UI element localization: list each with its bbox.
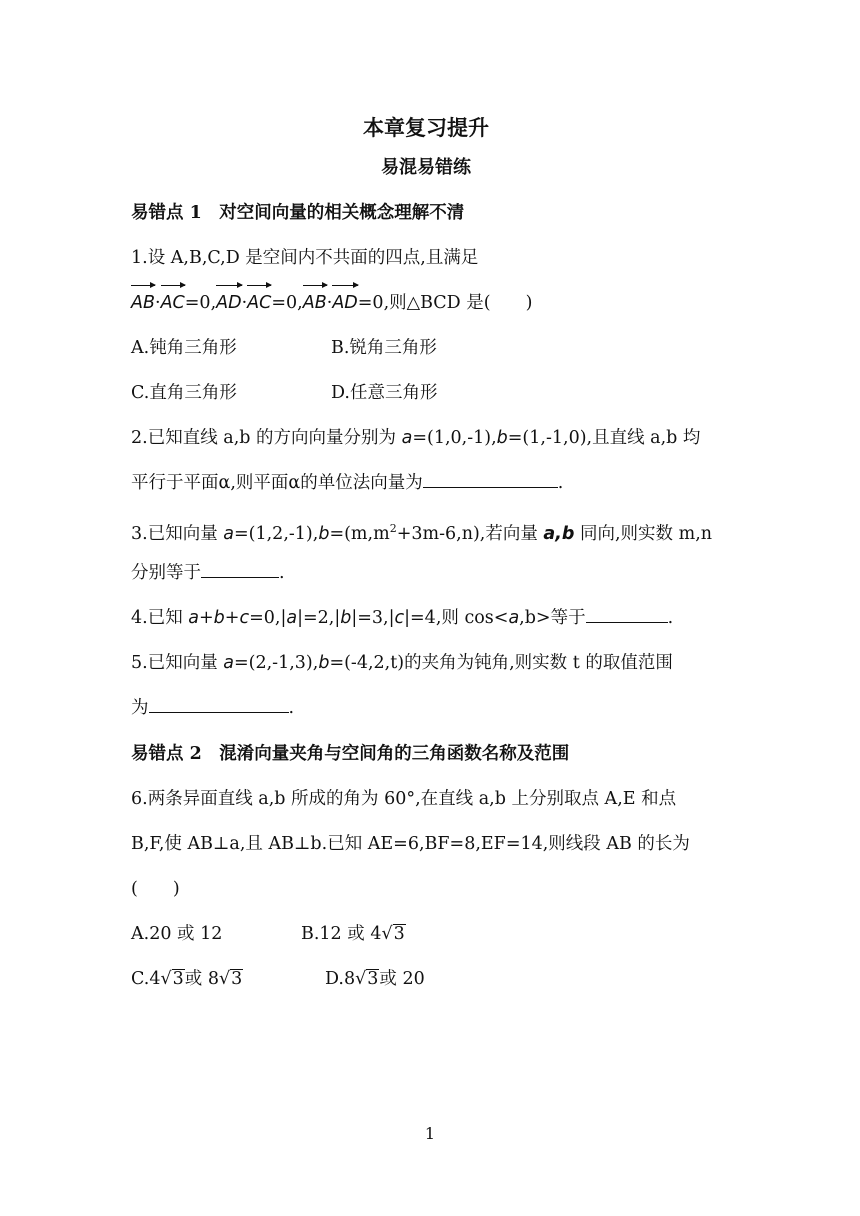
q1-question-end: =0,则△BCD 是( ) [357, 293, 533, 313]
period: . [279, 563, 285, 583]
q2-text: =(1,-1,0),且直线 a,b 均 [507, 428, 701, 448]
q2-text: 平行于平面α,则平面α的单位法向量为 [131, 473, 423, 493]
radicand: 3 [172, 969, 184, 989]
q4-text: ,b>等于 [519, 608, 586, 628]
page-title: 本章复习提升 [363, 115, 489, 140]
answer-blank [586, 608, 668, 623]
q1-option-a: A.钝角三角形 [131, 338, 237, 358]
q6-line-1: 6.两条异面直线 a,b 所成的角为 60°,在直线 a,b 上分别取点 A,E 和点 [131, 789, 677, 809]
vector-ab: AB [303, 281, 327, 326]
q3-text: 分别等于 [131, 563, 201, 583]
q2-line-1 [131, 416, 731, 461]
equals-zero: =0, [271, 293, 303, 313]
q6-option-d-text: 或 20 [379, 969, 425, 989]
vectors-a-b: a,b [543, 523, 575, 544]
vector-ad: AD [332, 281, 357, 326]
q6-option-c: C.4√3或 8√3 [131, 969, 243, 989]
q6-options-row-2 [131, 957, 731, 1002]
radicand: 3 [393, 924, 405, 944]
q3-text: =(m,m [329, 523, 390, 544]
q4-text: 4.已知 [131, 608, 189, 628]
q4-text: =0,| [249, 608, 287, 628]
plus: + [199, 608, 214, 628]
answer-blank [201, 563, 279, 578]
q5-text: 为 [131, 698, 149, 718]
q5-line-1 [131, 641, 731, 686]
vector-ab: AB [131, 281, 155, 326]
q5-text: 5.已知向量 [131, 653, 224, 673]
radicand: 3 [367, 969, 379, 989]
q3-line-2 [131, 551, 731, 596]
q3-line-1 [131, 506, 731, 551]
q6-option-d: D.8√3或 20 [325, 969, 425, 989]
vector-c: c [394, 608, 405, 628]
q1-line-1: 1.设 A,B,C,D 是空间内不共面的四点,且满足 [131, 248, 479, 268]
vector-c: c [239, 608, 250, 628]
period: . [288, 698, 295, 718]
vector-b: b [318, 653, 330, 673]
vector-b: b [496, 428, 508, 448]
vector-a: a [188, 608, 199, 628]
q1-option-b: B.锐角三角形 [331, 338, 437, 358]
q6-option-c-text: C.4 [131, 969, 161, 989]
q6-line-2: B,F,使 AB⊥a,且 AB⊥b.已知 AE=6,BF=8,EF=14,则线段 AB 的长为 [131, 834, 690, 854]
vector-b: b [340, 608, 352, 628]
q4-text: |=2,| [297, 608, 341, 628]
answer-blank [423, 473, 558, 488]
q1-option-d: D.任意三角形 [331, 383, 438, 403]
q5-text: =(-4,2,t)的夹角为钝角,则实数 t 的取值范围 [329, 653, 673, 673]
q3-text: 同向,则实数 m,n [574, 523, 713, 544]
vector-ad: AD [216, 281, 241, 326]
vector-a: a [401, 428, 413, 448]
dot-operator: · [241, 293, 248, 313]
q1-line-2 [131, 281, 731, 326]
q2-text: =(1,0,-1), [412, 428, 497, 448]
vector-a: a [223, 653, 234, 673]
radicand: 3 [231, 969, 243, 989]
period: . [557, 473, 564, 493]
q6-option-a: A.20 或 12 [131, 924, 223, 944]
q6-option-b-text: B.12 或 4 [301, 924, 382, 944]
q5-text: =(2,-1,3), [234, 653, 319, 673]
q3-text: +3m-6,n),若向量 [396, 523, 544, 544]
dot-operator: · [326, 293, 333, 313]
q2-line-2 [131, 461, 731, 506]
vector-b: b [213, 608, 225, 628]
q5-line-2 [131, 686, 731, 731]
section-heading-2: 易错点 2 混淆向量夹角与空间角的三角函数名称及范围 [131, 744, 570, 764]
q6-line-3: ( ) [131, 879, 180, 899]
q6-option-c-text: 或 8 [184, 969, 219, 989]
q3-text: 3.已知向量 [131, 523, 224, 544]
plus: + [224, 608, 240, 628]
q1-options-row-1 [131, 326, 731, 371]
vector-ac: AC [161, 281, 185, 326]
superscript: 2 [389, 522, 397, 535]
q4-line-1 [131, 596, 731, 641]
period: . [667, 608, 674, 628]
vector-a: a [286, 608, 298, 628]
section-heading-1: 易错点 1 对空间向量的相关概念理解不清 [131, 203, 465, 223]
vector-a: a [508, 608, 520, 628]
q2-text: 2.已知直线 a,b 的方向向量分别为 [131, 428, 402, 448]
q1-option-c: C.直角三角形 [131, 383, 237, 403]
document-content [131, 110, 731, 1002]
page-subtitle: 易混易错练 [381, 157, 471, 178]
q6-option-d-text: D.8 [325, 969, 356, 989]
q6-options-row-1 [131, 912, 731, 957]
answer-blank [149, 698, 289, 713]
vector-a: a [223, 523, 234, 544]
dot-operator: · [154, 293, 161, 313]
q6-option-b: B.12 或 4√3 [301, 924, 405, 944]
vector-ac: AC [247, 281, 271, 326]
q1-options-row-2 [131, 371, 731, 416]
vector-b: b [318, 523, 330, 544]
equals-zero: =0, [184, 293, 217, 313]
q4-text: |=3,| [351, 608, 395, 628]
q3-text: =(1,2,-1), [234, 523, 319, 544]
page-number: 1 [424, 1124, 436, 1143]
q4-text: |=4,则 cos< [404, 608, 509, 628]
